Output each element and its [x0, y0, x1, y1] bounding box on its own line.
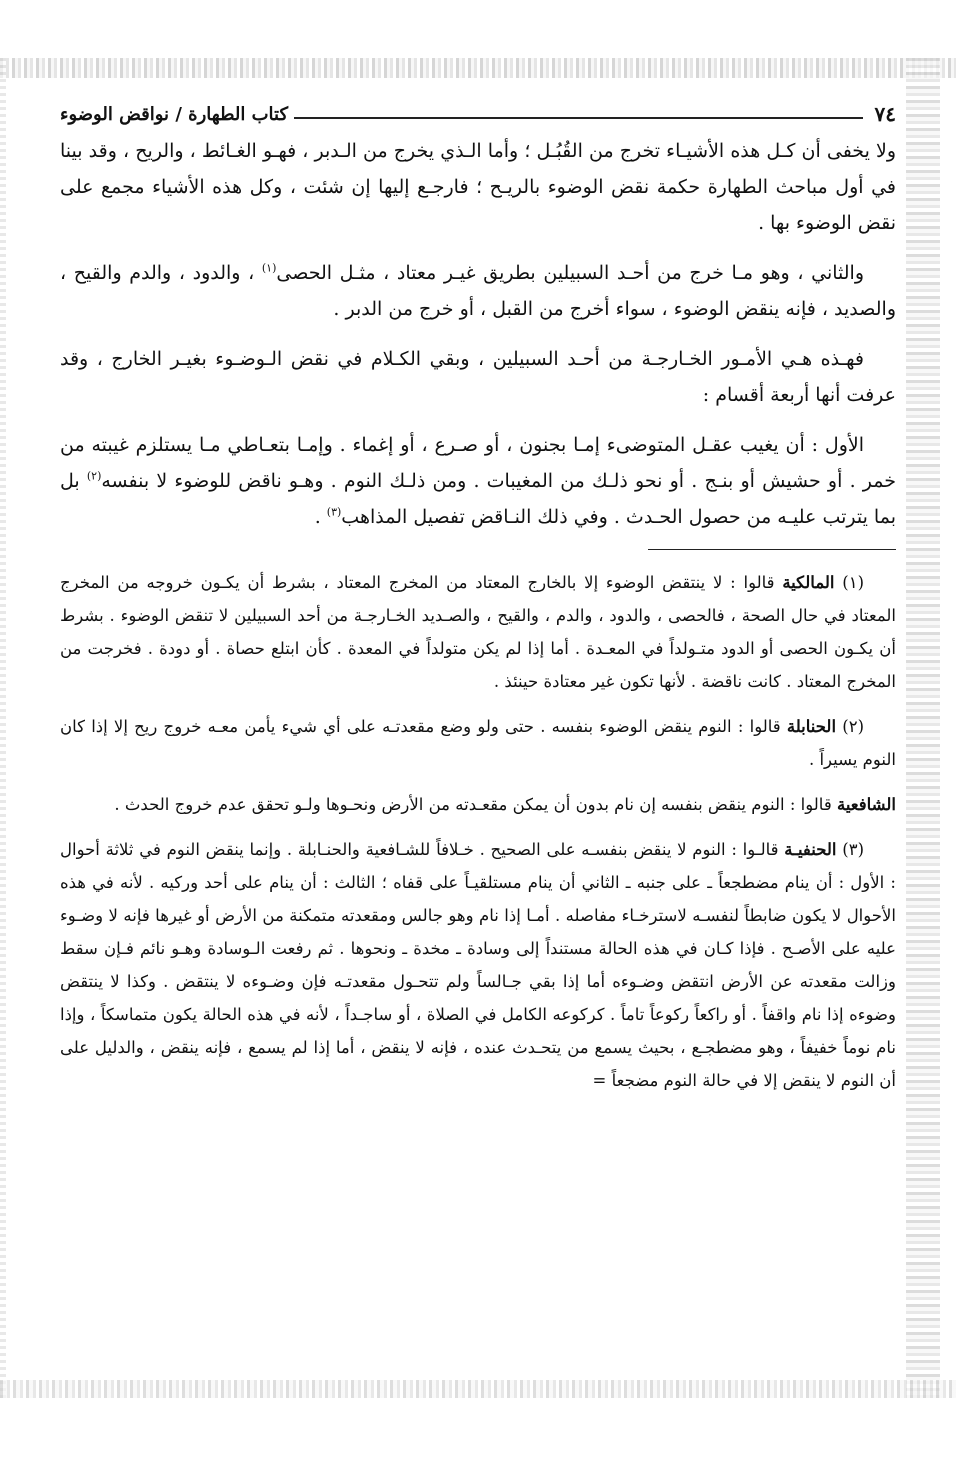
- paragraph-4: [60, 427, 896, 535]
- footnote-1-number: (١): [842, 573, 864, 592]
- paragraph-1: ولا يخفى أن كـل هذه الأشيـاء تخرج من القُبُـل ؛ وأما الـذي يخرج من الـدبر ، فهـو الغـائط ، والريح ، وقد بينا في أول مباحث الطهارة حكمة نقض الوضوء بالريـح ؛ فارجـع إليها إن شئت ، وكل هذه الأشياء مجمع على نقض الوضوء بها .: [60, 140, 896, 234]
- footnote-2-school: الحنابلة: [786, 717, 837, 736]
- paragraph-4-text-cont: بل بما يترتب عليـه من حصول الحـدث . وفي ذلك النـاقض تفصيل المذاهب: [60, 470, 896, 528]
- footnote-1: [60, 566, 896, 698]
- footnote-3-school: الحنفيـة: [784, 840, 837, 859]
- footnote-2-number: (٢): [842, 717, 865, 736]
- footnote-2-text: قالوا : النوم ينقض الوضوء بنفسه . حتى ولو وضع مقعدتـه على أي شيء يأمن معـه خروج ريح إلا إذا كان النوم يسيراً .: [60, 717, 896, 769]
- footnote-2b-school: الشافعية: [836, 795, 896, 814]
- footnote-separator: [648, 549, 896, 550]
- footnote-2b: [60, 788, 896, 821]
- footnote-ref-3: (٣): [326, 505, 342, 519]
- footnote-ref-2: (٢): [86, 469, 102, 483]
- paragraph-2-text: والثاني ، وهو مـا خرج من أحـد السبيلين بطريق غيـر معتاد ، مثـل الحصى: [276, 262, 864, 284]
- paragraph-4-text: الأول : أن يغيب عقـل المتوضىء إمـا بجنون ، أو صـرع ، أو إغماء . وإمـا بتعـاطي مـا يستلزم غيبته من خمر . أو حشيش أو بنـج . أو نحو ذلـك من المغيبات . ومن ذلـك النوم . وهـو ناقض للوضوء لا بنفسه: [60, 434, 897, 492]
- paragraph-2: [60, 255, 896, 327]
- book-page: [60, 95, 896, 1365]
- footnote-1-school: المالكية: [782, 573, 835, 592]
- paragraph-3: فهـذه هـي الأمـور الخـارجـة من أحـد السبيلين ، وبقي الكـلام في نقض الـوضـوء بغيـر الخارج ، وقد عرفت أنها أربعة أقسام :: [60, 348, 896, 406]
- decorative-border-bottom: [0, 1380, 956, 1398]
- decorative-border-right: [906, 58, 940, 1398]
- main-text: [60, 133, 896, 535]
- running-header: [60, 95, 896, 133]
- footnote-ref-1: (١): [261, 261, 277, 275]
- paragraph-2-text-cont: ، والدود ، والدم والقيح ، والصديد ، فإنه ينقض الوضوء ، سواء أخرج من القبل ، أو خرج من الدبر .: [60, 262, 896, 320]
- footnote-2: [60, 710, 896, 776]
- footnote-3-text: قالـوا : النوم لا ينقض بنفسـه على الصحيح . خـلافاً للشـافعية والحنـابلة . وإنما ينقض النوم في ثلاثة أحوال : الأول : أن ينام مضطجعاً ـ على جنبه ـ الثاني أن ينام مستلقيـاً على قفاه ؛ الثالث : أن ينام على أحد وركيه . لأنه في هذه الأحوال لا يكون ضابطاً لنفسـه لاسترخـاء مفاصله . أمـا إذا نام وهو جالس ومقعدته متمكنة من الأرض أو غيرها فإنه لا وضـوء عليه على الأصـح . فإذا كـان في هذه الحالة مستنداً إلى وسادة ـ مخدة ـ ونحوها . ثم رفعت الـوسادة وهـو نائم فـإن سقط وزالت مقعدته عن الأرض انتقض وضـوءه أما إذا بقي جـالساً ولم تتحـول مقعدتـه فإن وضـوءه لا ينتقض . وكذا لا ينتقض وضوءه إذا نام واقفاً . أو راكعاً ركوعاً تاماً . كركوعه الكامل في الصلاة ، أو ساجـداً ، لأنه في هذه الحالة يكون متماسكاً ، وإذا نام نوماً خفيفاً ، وهو مضطجـع ، بحيث يسمع من يتحـدث عنده ، فإنه لا ينقض ، أما إذا لم يسمع ، فإنه ينقض ، والدليل على أن النوم لا ينقض إلا في حالة النوم مضجعاً =: [60, 840, 896, 1090]
- footnotes: [60, 566, 896, 1097]
- chapter-title: كتاب الطهارة / نواقض الوضوء: [60, 103, 289, 125]
- decorative-border-left: [0, 58, 6, 1398]
- footnote-3-number: (٣): [842, 840, 864, 859]
- footnote-2b-text: قالوا : النوم ينقض بنفسه إن نام بدون أن يمكن مقعـدته من الأرض ونحـوها ولـو تحقق عدم خروج الحدث .: [114, 795, 837, 814]
- decorative-border-top: [0, 58, 956, 78]
- paragraph-4-end: .: [314, 506, 327, 528]
- footnote-3: [60, 833, 896, 1097]
- page-number: ٧٤: [874, 102, 896, 126]
- footnote-1-text: قالوا : لا ينتقض الوضوء إلا بالخارج المعتاد من المخرج المعتاد ، بشرط أن يكـون خروجه من المخرج المعتاد في حال الصحة ، فالحصى ، والدود ، والدم ، والقيح ، والصـديد الخـارجـة من أحد السبيلين لا تنقض الوضوء . بشرط أن يكـون الحصى أو الدود متـولداً في المعـدة . أما إذا لم يكن متولداً في المعدة . كأن ابتلع حصاة . أو دودة . فخرجت من المخرج المعتاد . كانت ناقضة . لأنها تكون غير معتادة حينئذ .: [60, 573, 896, 691]
- header-rule: [294, 117, 862, 119]
